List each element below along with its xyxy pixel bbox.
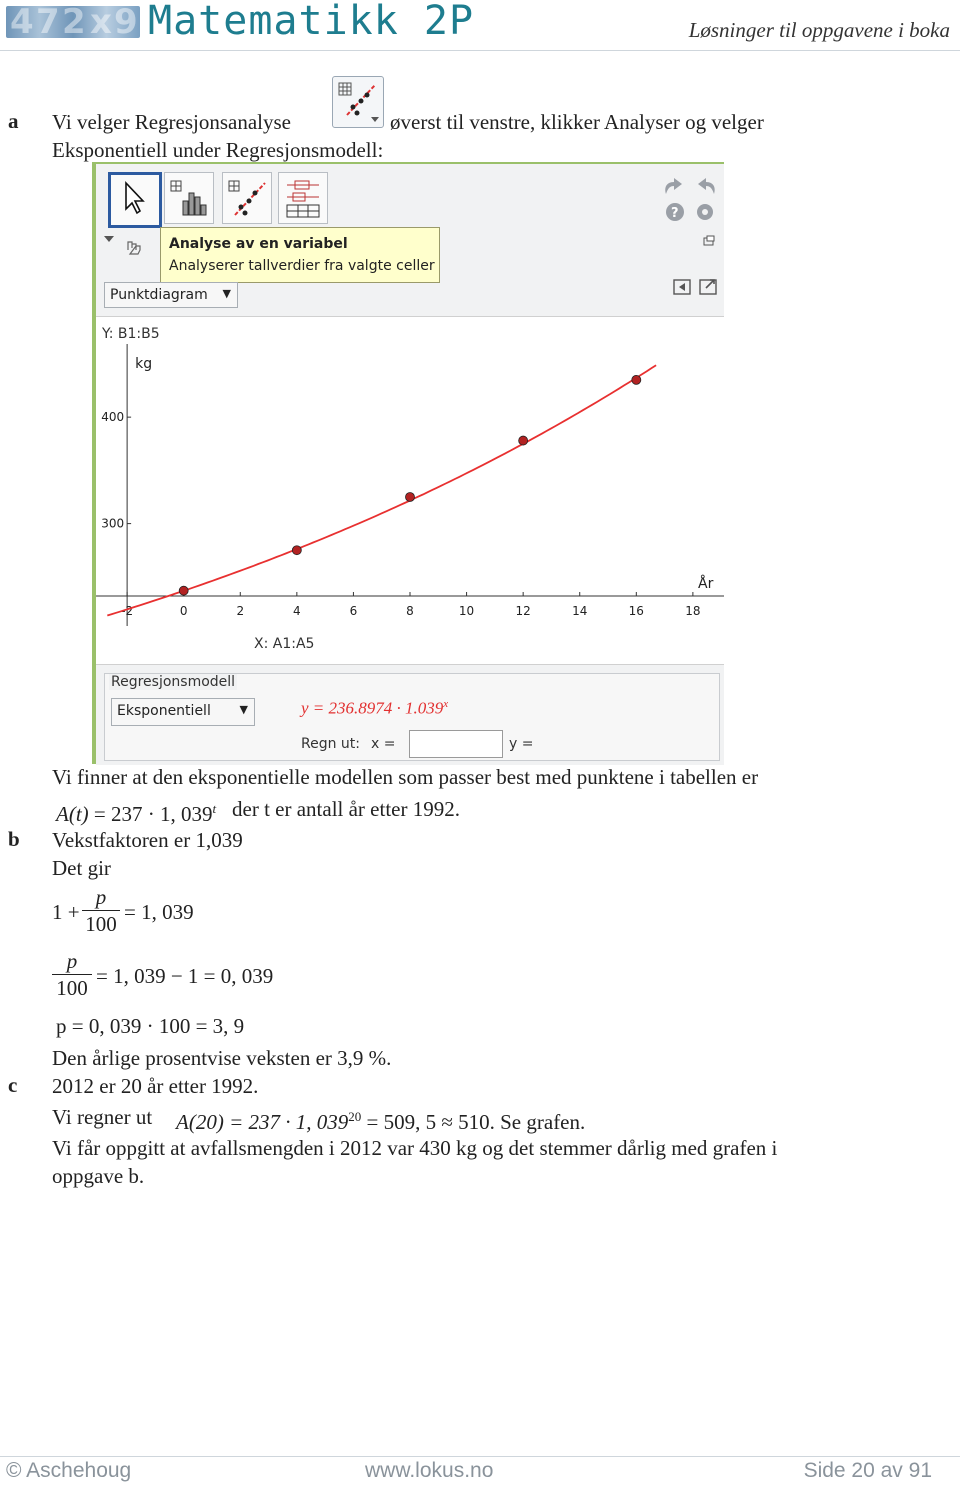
style-bar-toggle-icon[interactable] xyxy=(102,234,148,256)
data-point xyxy=(406,492,415,501)
regression-formula-base: y = 236.8974 · 1.039 xyxy=(301,698,444,718)
x-tick-label: 6 xyxy=(349,604,358,618)
regression-chart xyxy=(96,316,724,636)
c-formula-exponent: 20 xyxy=(348,1109,362,1124)
boxplot-table-icon xyxy=(279,173,327,223)
text-c-line3: Vi får oppgitt at avfallsmengden i 2012 var 430 kg og det stemmer dårlig med grafen i xyxy=(52,1136,778,1160)
tooltip-title: Analyse av en variabel xyxy=(169,236,348,252)
regression-panel xyxy=(96,664,724,765)
model-lhs: A(t) xyxy=(56,802,89,826)
eq1-fraction xyxy=(82,884,120,937)
calc-y-label: y = xyxy=(509,736,534,752)
plot-type-select[interactable] xyxy=(104,282,238,308)
text-a-line2: Eksponentiell under Regresjonsmodell: xyxy=(52,138,384,162)
tooltip-description: Analyserer tallverdier fra valgte celler xyxy=(169,258,435,274)
y-tick-label: 300 xyxy=(101,516,125,531)
x-tick-label: 16 xyxy=(628,604,644,618)
eq1-right: = 1, 039 xyxy=(124,900,194,924)
eq2-fraction xyxy=(52,948,92,1001)
footer-publisher: © Aschehoug xyxy=(6,1459,132,1482)
data-point xyxy=(179,586,188,595)
two-variable-regression-button[interactable] xyxy=(222,172,272,224)
eq2-numerator: p xyxy=(66,949,78,973)
text-b-conclusion: Den årlige prosentvise veksten er 3,9 %. xyxy=(52,1046,392,1070)
y-source-label: Y: B1:B5 xyxy=(102,326,160,342)
data-point xyxy=(292,546,301,555)
eq1-left: 1 + xyxy=(52,900,80,924)
svg-text:?: ? xyxy=(671,206,679,221)
header-subtitle: Løsninger til oppgavene i boka xyxy=(688,18,950,42)
regression-curve xyxy=(107,365,656,615)
calculate-label: Regn ut: xyxy=(301,736,361,752)
calc-x-label: x = xyxy=(371,736,396,752)
model-formula xyxy=(56,795,216,828)
page-header xyxy=(0,0,960,51)
logo-image: 4 7 2 x 9 xyxy=(6,6,140,38)
task-mark-a: a xyxy=(8,109,19,133)
panel-navigation-icons[interactable] xyxy=(670,276,720,300)
text-b-gives: Det gir xyxy=(52,856,111,880)
book-title: Matematikk 2P xyxy=(148,0,475,44)
chevron-down-icon: ▼ xyxy=(239,703,248,716)
undo-redo-help-settings-icons xyxy=(660,170,720,230)
x-tick-label: 12 xyxy=(515,604,531,618)
regression-model-value: Eksponentiell xyxy=(117,703,211,719)
chevron-down-icon: ▼ xyxy=(222,287,231,300)
x-tick-label: 4 xyxy=(293,604,301,618)
eq3: p = 0, 039 · 100 = 3, 9 xyxy=(56,1014,245,1038)
x-tick-label: -2 xyxy=(121,604,134,618)
x-axis-unit: År xyxy=(698,576,714,592)
model-rhs: = 237 · 1, 039 xyxy=(93,802,213,826)
text-a-line1-start: Vi velger Regresjonsanalyse xyxy=(52,110,291,134)
regression-model-select[interactable] xyxy=(111,698,255,726)
data-point xyxy=(519,436,528,445)
tool-tooltip xyxy=(160,227,440,283)
x-tick-label: 0 xyxy=(179,604,188,618)
bar-chart-icon xyxy=(165,173,213,223)
plot-type-value: Punktdiagram xyxy=(110,287,208,303)
c-formula-rhs: = 509, 5 ≈ 510 xyxy=(366,1110,490,1134)
x-tick-label: 10 xyxy=(458,604,475,618)
text-a-conclusion: Vi finner at den eksponentielle modellen som passer best med punktene i tabellen er xyxy=(52,765,759,789)
move-tool-button[interactable] xyxy=(108,172,162,228)
eq1-denominator: 100 xyxy=(85,912,117,936)
calc-x-input[interactable] xyxy=(409,730,503,758)
text-c-calc-end: . Se grafen. xyxy=(489,1110,586,1134)
text-a-line1-end: øverst til venstre, klikker Analyser og velger xyxy=(390,110,764,134)
x-source-label: X: A1:A5 xyxy=(254,636,315,652)
task-mark-c: c xyxy=(8,1073,18,1097)
task-mark-b: b xyxy=(8,827,20,851)
footer-page-number: Side 20 av 91 xyxy=(803,1459,932,1482)
x-tick-label: 18 xyxy=(685,604,701,618)
c-formula-lhs: A(20) = 237 · 1, 039 xyxy=(176,1110,349,1134)
text-c-line4: oppgave b. xyxy=(52,1164,145,1188)
eq2-right: = 1, 039 − 1 = 0, 039 xyxy=(96,964,274,988)
eq1-numerator: p xyxy=(95,885,107,909)
geogebra-toolbar xyxy=(96,164,724,317)
regression-model-group xyxy=(104,673,720,761)
footer-website: www.lokus.no xyxy=(365,1459,494,1482)
regression-formula-exponent: x xyxy=(443,698,449,710)
regression-analysis-icon xyxy=(332,76,384,128)
regression-formula xyxy=(301,698,448,719)
c-formula xyxy=(176,1103,585,1136)
scatter-regression-icon xyxy=(223,173,271,223)
y-axis-unit: kg xyxy=(135,356,153,372)
x-tick-label: 2 xyxy=(236,604,245,618)
eq2-denominator: 100 xyxy=(56,976,88,1000)
model-exponent: t xyxy=(212,801,217,816)
x-tick-label: 8 xyxy=(406,604,414,618)
window-restore-icon[interactable] xyxy=(702,234,716,248)
cursor-arrow-icon xyxy=(111,175,153,219)
y-tick-label: 400 xyxy=(101,410,125,425)
text-b-growth-factor: Vekstfaktoren er 1,039 xyxy=(52,828,243,852)
text-c-calc-start: Vi regner ut xyxy=(52,1105,153,1129)
data-point xyxy=(632,375,641,384)
text-c-line1: 2012 er 20 år etter 1992. xyxy=(52,1074,259,1098)
text-a-conclusion-tail: der t er antall år etter 1992. xyxy=(232,797,460,821)
x-tick-label: 14 xyxy=(572,604,588,618)
one-variable-analysis-button[interactable] xyxy=(164,172,214,224)
regression-model-label: Regresjonsmodell xyxy=(111,674,236,690)
multi-variable-analysis-button[interactable] xyxy=(278,172,328,224)
page-footer xyxy=(0,1456,960,1485)
geogebra-window xyxy=(92,162,724,764)
